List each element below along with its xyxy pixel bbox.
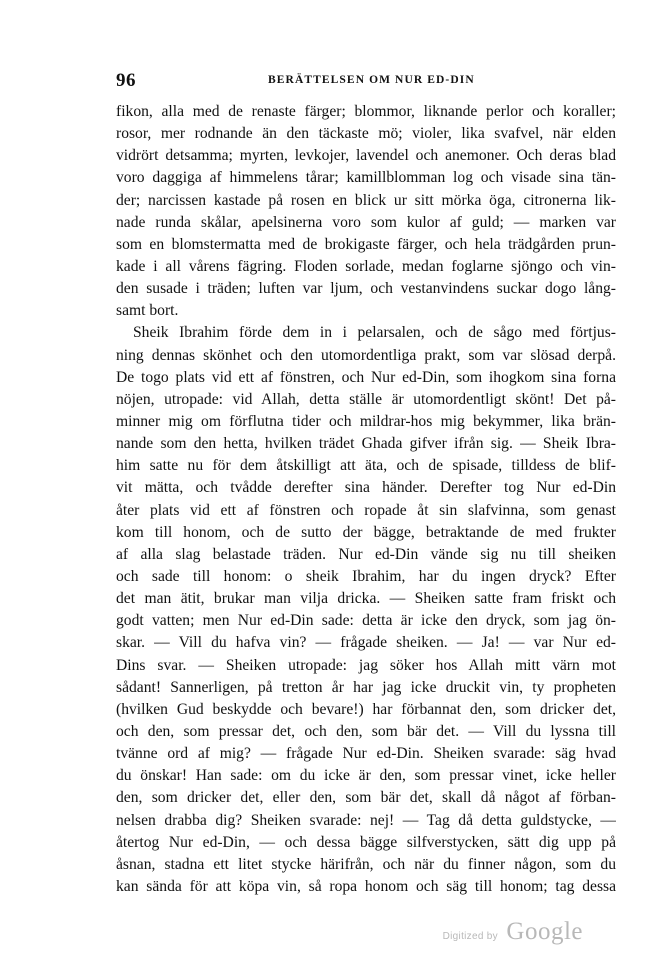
text-line: som en blomstermatta med de brokigaste färger, och hela trädgården prun-: [116, 235, 616, 253]
text-line: af alla slag belastade träden. Nur ed-Din vände sig nu till sheiken: [116, 545, 616, 563]
text-line: De togo plats vid ett af fönstren, och Nur ed-Din, som ihogkom sina forna: [116, 368, 616, 386]
text-line: samt bort.: [116, 302, 179, 320]
text-line: minner mig om förflutna tider och mildrar-hos mig bekymmer, lika brän-: [116, 412, 616, 430]
watermark-prefix: Digitized by: [442, 931, 498, 942]
text-line: vit mätta, och tvådde derefter sina händer. Derefter tog Nur ed-Din: [116, 479, 616, 497]
text-line: återtog Nur ed-Din, — och dessa bägge silfverstycken, sätt dig upp på: [116, 833, 616, 851]
text-line: åter plats vid ett af fönstren och ropade åt sin slafvinna, som genast: [116, 501, 616, 519]
text-line: vidrört detsamma; myrten, levkojer, lavendel och anemoner. Och deras blad: [116, 147, 616, 165]
text-line: him satte nu för dem åtskilligt att äta, och de spisade, tilldess de blif-: [116, 457, 616, 475]
running-title: BERÄTTELSEN OM NUR ED-DIN: [268, 74, 475, 86]
digitized-watermark: [443, 918, 583, 946]
text-line: den, som dricker det, eller den, som bär det, skall då något af förban-: [116, 789, 616, 807]
page-header: [116, 70, 616, 96]
text-line: der; narcissen kastade på rosen en blick ur sitt mörka öga, citronerna lik-: [116, 191, 616, 209]
text-line: det man ätit, brukar man vilja dricka. — Sheiken satte fram friskt och: [116, 590, 616, 608]
text-line: nade runda skålar, apelsinerna voro som kulor af guld; — marken var: [116, 213, 616, 231]
google-logo: Google: [506, 918, 583, 945]
text-line: kan sända för att köpa vin, så ropa honom och säg till honom; tag dessa: [116, 877, 616, 895]
text-line: den susade i träden; luften var ljum, och vestanvindens suckar dogo lång-: [116, 280, 616, 298]
text-line: nöjen, utropade: vid Allah, detta ställe är utomordentligt skönt! Det på-: [116, 390, 616, 408]
text-line: ning dennas skönhet och den utomordentliga prakt, som var slösad derpå.: [116, 346, 616, 364]
text-line: och den, som pressar det, och den, som bär det. — Vill du lyssna till: [116, 722, 616, 740]
text-line: voro daggiga af himmelens tårar; kamillblomman log och visade sina tän-: [116, 169, 616, 187]
text-line: du önskar! Han sade: om du icke är den, som pressar vinet, icke heller: [116, 767, 616, 785]
text-line: nelsen drabba dig? Sheiken svarade: nej! — Tag då detta guldstycke, —: [116, 811, 616, 829]
text-line: godt vatten; men Nur ed-Din sade: detta är icke den dryck, som jag ön-: [116, 612, 616, 630]
text-line: tvänne ord af mig? — frågade Nur ed-Din. Sheiken svarade: säg hvad: [116, 745, 616, 763]
text-line: nande som den hetta, hvilken trädet Ghada gifver ifrån sig. — Sheik Ibra-: [116, 435, 616, 453]
page-number: 96: [116, 70, 136, 91]
text-line: Dins svar. — Sheiken utropade: jag söker hos Allah mitt värn mot: [116, 656, 616, 674]
text-line: skar. — Vill du hafva vin? — frågade sheiken. — Ja! — var Nur ed-: [116, 634, 616, 652]
text-line: åsnan, stadna ett litet stycke härifrån, och när du finner någon, som du: [116, 855, 616, 873]
text-line: fikon, alla med de renaste färger; blommor, liknande perlor och koraller;: [116, 103, 616, 120]
text-line: kom till honom, och de sutto der bägge, betraktande de med frukter: [116, 523, 616, 541]
text-line: och sade till honom: o sheik Ibrahim, har du ingen dryck? Efter: [116, 567, 616, 585]
text-line: rosor, mer rodnande än den täckaste mö; violer, lika svafvel, när elden: [116, 125, 616, 143]
body-text: [116, 101, 616, 898]
text-line: sådant! Sannerligen, på tretton år har jag icke druckit vin, ty propheten: [116, 678, 616, 696]
text-line: kade i all vårens fägring. Floden sorlade, medan foglarne sjöngo och vin-: [116, 257, 616, 275]
text-line: (hvilken Gud beskydde och bevare!) har förbannat den, som dricker det,: [116, 700, 616, 718]
text-line: Sheik Ibrahim förde dem in i pelarsalen, och de sågo med förtjus-: [133, 324, 616, 342]
